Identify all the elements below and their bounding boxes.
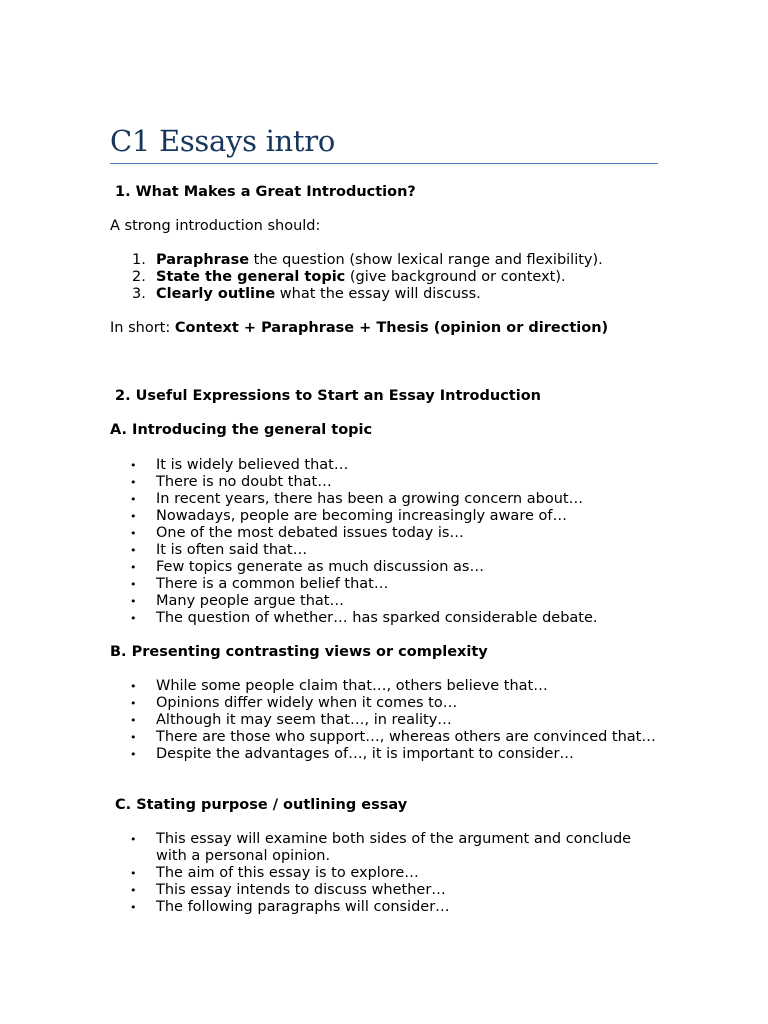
list-item: • It is widely believed that… <box>110 457 656 474</box>
list-number: 2. <box>132 269 146 285</box>
list-item-bold: State the general topic <box>156 269 346 285</box>
list-item-text: (give background or context). <box>345 269 566 285</box>
subsection-c-list <box>110 831 656 916</box>
subsection-a-heading: A. Introducing the general topic <box>110 422 373 438</box>
document-title: C1 Essays intro <box>110 122 658 164</box>
list-item: • In recent years, there has been a growing concern about… <box>110 491 656 508</box>
list-item: • Despite the advantages of…, it is important to consider… <box>110 746 656 763</box>
section1-summary <box>110 320 608 337</box>
section1-heading: 1. What Makes a Great Introduction? <box>115 184 416 200</box>
list-item: • There is a common belief that… <box>110 576 656 593</box>
list-number: 1. <box>132 252 146 268</box>
list-item: • It is often said that… <box>110 542 656 559</box>
list-item: • Opinions differ widely when it comes to… <box>110 695 656 712</box>
list-item-bold: Clearly outline <box>156 286 276 302</box>
list-item-bold: Paraphrase <box>156 252 250 268</box>
subsection-a-list <box>110 457 656 627</box>
list-item: • The following paragraphs will consider… <box>110 899 656 916</box>
list-item <box>110 269 658 286</box>
list-item: • This essay intends to discuss whether… <box>110 882 656 899</box>
summary-formula: Context + Paraphrase + Thesis (opinion or direction) <box>174 320 609 336</box>
section2-heading: 2. Useful Expressions to Start an Essay Introduction <box>115 388 541 404</box>
list-item: • One of the most debated issues today is… <box>110 525 656 542</box>
summary-prefix: In short: <box>110 320 175 336</box>
section1-intro: A strong introduction should: <box>110 218 321 234</box>
list-item: • There are those who support…, whereas others are convinced that… <box>110 729 656 746</box>
section1-list <box>110 252 658 303</box>
list-item: • Although it may seem that…, in reality… <box>110 712 656 729</box>
list-item: • Few topics generate as much discussion as… <box>110 559 656 576</box>
subsection-b-list <box>110 678 656 763</box>
list-item-text: what the essay will discuss. <box>275 286 481 302</box>
list-item: • The question of whether… has sparked considerable debate. <box>110 610 656 627</box>
list-item: • While some people claim that…, others believe that… <box>110 678 656 695</box>
list-item: • The aim of this essay is to explore… <box>110 865 656 882</box>
list-item: • Nowadays, people are becoming increasingly aware of… <box>110 508 656 525</box>
list-number: 3. <box>132 286 146 302</box>
list-item: • This essay will examine both sides of the argument and conclude with a personal opinion. <box>110 831 656 865</box>
list-item <box>110 252 658 269</box>
list-item-text: the question (show lexical range and flexibility). <box>249 252 603 268</box>
list-item: • There is no doubt that… <box>110 474 656 491</box>
subsection-b-heading: B. Presenting contrasting views or complexity <box>110 644 488 660</box>
list-item <box>110 286 658 303</box>
subsection-c-heading: C. Stating purpose / outlining essay <box>115 797 408 813</box>
list-item: • Many people argue that… <box>110 593 656 610</box>
